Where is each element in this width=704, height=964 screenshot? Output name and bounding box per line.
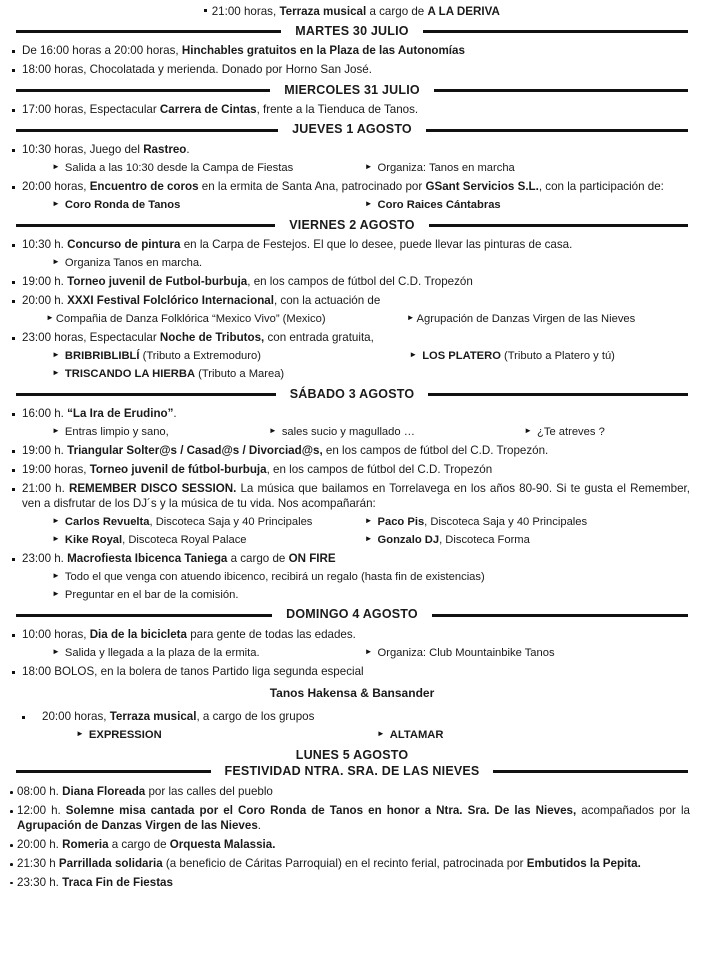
domingo-4-agosto-item-0-seg-1: Dia de la bicicleta (89, 628, 187, 642)
opening-event (0, 4, 704, 19)
sub-item-label (65, 198, 180, 213)
lunes-5-agosto-item-1-seg-1: Solemne misa cantada por el Coro Ronda de Tanos en honor a Ntra. Sra. De las Nieves, (65, 804, 577, 818)
sub-item-row (0, 728, 704, 743)
day-heading-title: JUEVES 1 AGOSTO (292, 122, 412, 137)
jueves-1-agosto-item-3-c1-seg-0: Coro Raices Cántabras (377, 198, 501, 211)
viernes-2-agosto-item-4-c1-seg-0: Agrupación de Danzas Virgen de las Nieves (416, 313, 636, 326)
event-line (0, 330, 704, 345)
event-line (0, 237, 704, 252)
arrow-bullet-icon: ► (364, 161, 373, 171)
day-heading-text (295, 24, 408, 40)
viernes-2-agosto-item-6-c1-seg-0: LOS PLATERO (422, 350, 501, 363)
viernes-2-agosto-item-3-seg-2: , con la actuación de (273, 294, 381, 308)
day-heading-text (286, 607, 418, 623)
lunes-5-agosto-item-1-seg-0: 12:00 h. (17, 804, 66, 818)
sub-item (76, 728, 377, 743)
sub-item (52, 588, 690, 603)
sub-item-row (0, 161, 704, 176)
sub-item-row (0, 349, 704, 364)
day-heading-sabado-3-agosto (0, 387, 704, 403)
event-line (0, 664, 704, 679)
sabado-3-agosto-item-5-c1-seg-0: Paco Pis (377, 516, 425, 529)
day-heading-viernes-2-agosto (0, 218, 704, 234)
sabado-3-agosto-item-7-seg-1: Macrofiesta Ibicenca Taniega (67, 552, 228, 566)
jueves-1-agosto-item-2-seg-2: en la ermita de Santa Ana, patrocinado por (198, 180, 426, 194)
event-line (0, 43, 704, 58)
day-heading-title: VIERNES 2 AGOSTO (289, 217, 415, 232)
sabado-3-agosto-item-3-seg-2: , en los campos de fútbol del C.D. Tropezón (266, 463, 493, 477)
lunes-5-agosto-item-0-seg-1: Diana Floreada (62, 785, 146, 799)
day-heading-title: SÁBADO 3 AGOSTO (289, 386, 415, 401)
sub-item-row (0, 425, 704, 440)
bullet-marker (12, 300, 15, 303)
event-line (0, 709, 704, 724)
sub-item-label (65, 349, 261, 364)
viernes-2-agosto-item-4-c0-seg-0: Compañia de Danza Folklórica “Mexico Vivo” (Mexico) (55, 313, 326, 326)
arrow-bullet-icon: ► (406, 313, 415, 323)
lunes-5-agosto-item-2-seg-2: a cargo de (108, 838, 170, 852)
miercoles-31-julio-item-0-seg-0: 17:00 horas, Espectacular (22, 103, 160, 117)
sabado-3-agosto-item-5-c0-seg-0: Carlos Revuelta (64, 516, 150, 529)
sub-item-label (65, 515, 312, 530)
bullet-marker (10, 882, 13, 885)
sub-item-label (378, 646, 555, 661)
sub-item-label (282, 425, 415, 440)
day-heading-text (290, 387, 415, 403)
lunes-5-agosto-item-1-seg-4: . (257, 819, 261, 833)
sub-item (269, 425, 524, 440)
arrow-bullet-icon: ► (52, 350, 60, 360)
sub-item-row (0, 646, 704, 661)
sub-item-row (0, 256, 704, 271)
sub-item-label (65, 646, 260, 661)
day-heading-subtitle: FESTIVIDAD NTRA. SRA. DE LAS NIEVES (224, 763, 480, 778)
arrow-bullet-icon: ► (52, 588, 60, 598)
bullet-marker (22, 716, 25, 719)
sabado-3-agosto-item-8-c0-seg-0: Todo el que venga con atuendo ibicenco, recibirá un regalo (hasta fin de existencias) (64, 570, 485, 583)
sub-item-label (65, 570, 485, 585)
domingo-4-agosto-item-4-seg-0: 20:00 horas, (42, 710, 110, 724)
viernes-2-agosto-item-0-seg-0: 10:30 h. (22, 238, 68, 252)
bullet-marker (12, 450, 15, 453)
arrow-bullet-icon: ► (364, 516, 373, 526)
sabado-3-agosto-item-3-seg-1: Torneo juvenil de fútbol-burbuja (89, 463, 267, 477)
jueves-1-agosto-item-2-seg-0: 20:00 horas, (22, 180, 90, 194)
sub-item-label (537, 425, 605, 440)
bullet-marker (12, 69, 15, 72)
day-heading-text (292, 122, 412, 138)
sub-item-row (0, 533, 704, 548)
event-line (0, 102, 704, 117)
sub-item (407, 312, 690, 327)
sabado-3-agosto-item-5-c0-seg-1: , Discoteca Saja y 40 Principales (149, 516, 313, 529)
sub-item (365, 515, 690, 530)
sub-item (52, 161, 365, 176)
event-line (0, 481, 704, 512)
domingo-4-agosto-item-4-seg-2: , a cargo de los grupos (196, 710, 315, 724)
sub-item (52, 349, 409, 364)
viernes-2-agosto-item-2-seg-2: , en los campos de fútbol del C.D. Tropezón (247, 275, 473, 289)
bullet-marker (10, 810, 13, 813)
domingo-4-agosto-item-4-seg-1: Terraza musical (109, 710, 197, 724)
domingo-4-agosto-item-1-c1-seg-0: Organiza: Club Mountainbike Tanos (377, 646, 555, 659)
event-line (0, 462, 704, 477)
sub-item (52, 570, 690, 585)
sub-item (52, 256, 690, 271)
heading-rule-left (16, 89, 270, 92)
viernes-2-agosto-item-2-seg-1: Torneo juvenil de Futbol-burbuja (67, 275, 248, 289)
sub-item (377, 728, 690, 743)
arrow-bullet-icon: ► (76, 729, 84, 739)
viernes-2-agosto-item-0-seg-1: Concurso de pintura (67, 238, 181, 252)
day-heading-title: MIERCOLES 31 JULIO (284, 82, 420, 97)
sub-item (52, 425, 269, 440)
viernes-2-agosto-item-6-c0-seg-0: BRIBRIBLIBLÍ (64, 350, 140, 363)
heading-rule-right (493, 770, 688, 773)
bullet-marker (10, 863, 13, 866)
viernes-2-agosto-item-6-c1-seg-1: (Tributo a Platero y tú) (500, 350, 615, 363)
sub-item (52, 646, 365, 661)
bullet-marker (204, 9, 207, 12)
sabado-3-agosto-item-4-seg-2: La música que bailamos en Torrelavega en los años 80-90. Si te gusta el Remember, ven a disfrutar de los DJ´s y la música de tu vida. Nos acompañarán: (22, 481, 690, 511)
bullet-marker (12, 634, 15, 637)
lunes-5-agosto-item-4-seg-0: 23:30 h. (17, 875, 63, 889)
sub-item-label (65, 367, 284, 382)
bullet-marker (10, 791, 13, 794)
arrow-bullet-icon: ► (364, 533, 373, 543)
heading-rule-left (16, 224, 275, 227)
miercoles-31-julio-item-0-seg-1: Carrera de Cintas (159, 103, 257, 117)
sabado-3-agosto-item-5-c1-seg-1: , Discoteca Saja y 40 Principales (424, 516, 588, 529)
sub-item (409, 349, 690, 364)
sub-item (524, 425, 690, 440)
sub-item (365, 198, 690, 213)
event-line (0, 856, 704, 871)
sub-item-label (65, 161, 293, 176)
opening-event-act: A LA DERIVA (427, 4, 500, 18)
sub-item (52, 515, 365, 530)
sub-item-row (0, 312, 704, 327)
day-heading-title: DOMINGO 4 AGOSTO (286, 607, 418, 622)
domingo-4-agosto-item-5-c1-seg-0: ALTAMAR (389, 729, 444, 742)
sub-item-label (65, 425, 169, 440)
lunes-5-agosto-item-1-seg-2: acompañados por la (576, 804, 691, 818)
day-heading-title: LUNES 5 AGOSTO (295, 748, 409, 763)
heading-rule-left (16, 770, 211, 773)
arrow-bullet-icon: ► (52, 570, 60, 580)
jueves-1-agosto-item-0-seg-1: Rastreo (143, 143, 187, 157)
jueves-1-agosto-item-2-seg-3: GSant Servicios S.L. (425, 180, 539, 194)
sub-item (46, 312, 407, 327)
arrow-bullet-icon: ► (52, 646, 60, 656)
arrow-bullet-icon: ► (376, 729, 385, 739)
days-container (0, 24, 704, 890)
event-line (0, 443, 704, 458)
sabado-3-agosto-item-3-seg-0: 19:00 horas, (22, 463, 90, 477)
martes-30-julio-item-0-seg-0: De 16:00 horas a 20:00 horas, (22, 44, 182, 58)
viernes-2-agosto-item-5-seg-1: Noche de Tributos, (159, 331, 265, 345)
event-line (0, 62, 704, 77)
sub-item (365, 161, 690, 176)
event-line (0, 627, 704, 642)
jueves-1-agosto-item-0-seg-2: . (186, 143, 190, 157)
bullet-marker (12, 186, 15, 189)
sub-item (365, 646, 690, 661)
arrow-bullet-icon: ► (364, 646, 373, 656)
arrow-bullet-icon: ► (524, 426, 533, 436)
bullet-marker (10, 844, 13, 847)
day-heading-title: MARTES 30 JULIO (295, 23, 409, 38)
sabado-3-agosto-item-7-seg-2: a cargo de (227, 552, 289, 566)
event-line (0, 551, 704, 566)
arrow-bullet-icon: ► (364, 198, 373, 208)
lunes-5-agosto-item-3-seg-0: 21:30 h (17, 856, 59, 870)
sabado-3-agosto-item-0-seg-2: . (173, 407, 177, 421)
centered-highlight-line: Tanos Hakensa & Bansander (269, 686, 435, 701)
opening-event-mid: a cargo de (369, 4, 425, 18)
event-line (0, 274, 704, 289)
sub-item (52, 533, 365, 548)
heading-rule-right (423, 30, 688, 33)
arrow-bullet-icon: ► (409, 350, 418, 360)
martes-30-julio-item-1-seg-0: 18:00 horas, Chocolatada y merienda. Donado por Horno San José. (22, 63, 372, 77)
day-heading-text (289, 218, 414, 234)
sub-item-label (65, 533, 247, 548)
bullet-marker (12, 109, 15, 112)
day-heading-lunes-5-agosto (0, 748, 704, 780)
sabado-3-agosto-item-9-c0-seg-0: Preguntar en el bar de la comisión. (64, 588, 239, 601)
sabado-3-agosto-item-7-seg-0: 23:00 h. (22, 552, 68, 566)
heading-rule-left (16, 614, 272, 617)
sabado-3-agosto-item-4-seg-0: 21:00 h. (22, 481, 69, 495)
viernes-2-agosto-item-7-c0-seg-1: (Tributo a Marea) (195, 367, 285, 380)
heading-rule-right (426, 129, 688, 132)
sub-item-row (0, 588, 704, 603)
sabado-3-agosto-item-1-c0-seg-0: Entras limpio y sano, (64, 426, 169, 439)
jueves-1-agosto-item-2-seg-1: Encuentro de coros (89, 180, 199, 194)
bullet-marker (12, 469, 15, 472)
sabado-3-agosto-item-4-seg-1: REMEMBER DISCO SESSION. (68, 481, 237, 495)
viernes-2-agosto-item-3-seg-1: XXXI Festival Folclórico Internacional (67, 294, 274, 308)
day-heading-domingo-4-agosto (0, 607, 704, 623)
day-heading-martes-30-julio (0, 24, 704, 40)
sub-item-label (89, 728, 162, 743)
sub-item-row (0, 570, 704, 585)
sub-item-row (0, 515, 704, 530)
sub-item-label (378, 198, 501, 213)
sub-item (365, 533, 690, 548)
heading-rule-left (16, 129, 278, 132)
sub-item-label (378, 515, 588, 530)
heading-rule-right (434, 89, 688, 92)
sub-item-label (422, 349, 615, 364)
event-line (0, 837, 704, 852)
sub-item (52, 367, 690, 382)
heading-rule-right (429, 224, 688, 227)
jueves-1-agosto-item-2-seg-4: , con la participación de: (538, 180, 664, 194)
lunes-5-agosto-item-3-seg-2: (a beneficio de Cáritas Parroquial) en el recinto ferial, patrocinada por (162, 856, 527, 870)
opening-event-title: Terraza musical (279, 4, 367, 18)
viernes-2-agosto-item-1-c0-seg-0: Organiza Tanos en marcha. (64, 257, 203, 270)
viernes-2-agosto-item-7-c0-seg-0: TRISCANDO LA HIERBA (64, 367, 196, 380)
arrow-bullet-icon: ► (52, 161, 60, 171)
event-line (0, 875, 704, 890)
event-line (0, 142, 704, 157)
viernes-2-agosto-item-0-seg-2: en la Carpa de Festejos. El que lo desee, puede llevar las pinturas de casa. (180, 238, 573, 252)
bullet-marker (12, 149, 15, 152)
heading-rule-left (16, 393, 276, 396)
bullet-marker (12, 671, 15, 674)
viernes-2-agosto-item-3-seg-0: 20:00 h. (22, 294, 68, 308)
jueves-1-agosto-item-3-c0-seg-0: Coro Ronda de Tanos (64, 198, 181, 211)
jueves-1-agosto-item-1-c1-seg-0: Organiza: Tanos en marcha (377, 161, 515, 174)
heading-rule-right (432, 614, 688, 617)
program-page (0, 4, 704, 964)
sabado-3-agosto-item-1-c1-seg-0: sales sucio y magullado … (281, 426, 415, 439)
arrow-bullet-icon: ► (268, 426, 277, 436)
sabado-3-agosto-item-2-seg-2: en los campos de fútbol del C.D. Tropezón. (322, 444, 549, 458)
sub-item-row (0, 198, 704, 213)
heading-rule-left (16, 30, 281, 33)
sub-item-label (378, 161, 515, 176)
day-heading-jueves-1-agosto (0, 122, 704, 138)
jueves-1-agosto-item-0-seg-0: 10:30 horas, Juego del (22, 143, 144, 157)
sabado-3-agosto-item-6-c1-seg-1: , Discoteca Forma (439, 533, 530, 546)
day-heading-miercoles-31-julio (0, 83, 704, 99)
arrow-bullet-icon: ► (46, 313, 54, 323)
viernes-2-agosto-item-5-seg-0: 23:00 horas, Espectacular (22, 331, 160, 345)
sabado-3-agosto-item-2-seg-1: Triangular Solter@s / Casad@s / Divorciad@s, (67, 444, 323, 458)
event-line (0, 803, 704, 834)
event-line (0, 179, 704, 194)
sabado-3-agosto-item-0-seg-0: 16:00 h. (22, 407, 68, 421)
bullet-marker (12, 488, 15, 491)
domingo-4-agosto-item-2-seg-0: 18:00 BOLOS, en la bolera de tanos Partido liga segunda especial (22, 665, 364, 679)
sabado-3-agosto-item-6-c0-seg-1: , Discoteca Royal Palace (122, 533, 247, 546)
arrow-bullet-icon: ► (52, 533, 60, 543)
bullet-marker (12, 413, 15, 416)
sub-item-label (417, 312, 636, 327)
arrow-bullet-icon: ► (52, 426, 60, 436)
bullet-marker (12, 50, 15, 53)
arrow-bullet-icon: ► (52, 516, 60, 526)
domingo-4-agosto-item-1-c0-seg-0: Salida y llegada a la plaza de la ermita. (64, 646, 260, 659)
sabado-3-agosto-item-0-seg-1: “La Ira de Erudino” (67, 407, 174, 421)
viernes-2-agosto-item-6-c0-seg-1: (Tributo a Extremoduro) (139, 350, 261, 363)
sabado-3-agosto-item-2-seg-0: 19:00 h. (22, 444, 68, 458)
jueves-1-agosto-item-1-c0-seg-0: Salida a las 10:30 desde la Campa de Fiestas (64, 161, 294, 174)
bullet-marker (12, 558, 15, 561)
sabado-3-agosto-item-7-seg-3: ON FIRE (288, 552, 336, 566)
lunes-5-agosto-item-2-seg-1: Romeria (62, 838, 109, 852)
bullet-marker (12, 337, 15, 340)
domingo-4-agosto-item-0-seg-0: 10:00 horas, (22, 628, 90, 642)
lunes-5-agosto-item-2-seg-0: 20:00 h. (17, 838, 63, 852)
event-line (0, 406, 704, 421)
arrow-bullet-icon: ► (52, 257, 60, 267)
bullet-marker (12, 244, 15, 247)
lunes-5-agosto-item-1-seg-3: Agrupación de Danzas Virgen de las Nieves (17, 819, 258, 833)
sub-item (52, 198, 365, 213)
heading-rule-right (428, 393, 688, 396)
opening-event-time: 21:00 horas, (211, 4, 277, 18)
day-heading-text (284, 83, 420, 99)
martes-30-julio-item-0-seg-1: Hinchables gratuitos en la Plaza de las Autonomías (181, 44, 465, 58)
sub-item-label (65, 588, 239, 603)
lunes-5-agosto-item-0-seg-2: por las calles del pueblo (145, 785, 273, 799)
sub-item-row (0, 367, 704, 382)
lunes-5-agosto-item-3-seg-1: Parrillada solidaria (58, 856, 163, 870)
lunes-5-agosto-item-3-seg-3: Embutidos la Pepita. (526, 856, 641, 870)
sub-item-label (390, 728, 444, 743)
domingo-4-agosto-item-0-seg-2: para gente de todas las edades. (187, 628, 356, 642)
viernes-2-agosto-item-5-seg-2: con entrada gratuita, (264, 331, 374, 345)
miercoles-31-julio-item-0-seg-2: , frente a la Tienduca de Tanos. (256, 103, 419, 117)
event-line (0, 784, 704, 799)
viernes-2-agosto-item-2-seg-0: 19:00 h. (22, 275, 68, 289)
sub-item-label (65, 256, 202, 271)
domingo-4-agosto-item-5-c0-seg-0: EXPRESSION (88, 729, 162, 742)
lunes-5-agosto-item-2-seg-3: Orquesta Malassia. (169, 838, 276, 852)
sub-item-label (56, 312, 326, 327)
sabado-3-agosto-item-6-c0-seg-0: Kike Royal (64, 533, 123, 546)
arrow-bullet-icon: ► (52, 198, 60, 208)
lunes-5-agosto-item-4-seg-1: Traca Fin de Fiestas (62, 875, 173, 889)
sabado-3-agosto-item-1-c2-seg-0: ¿Te atreves ? (537, 426, 605, 439)
lunes-5-agosto-item-0-seg-0: 08:00 h. (17, 785, 63, 799)
day-heading-text (225, 748, 480, 779)
sub-item-label (378, 533, 530, 548)
event-line (0, 293, 704, 308)
bullet-marker (12, 281, 15, 284)
sabado-3-agosto-item-6-c1-seg-0: Gonzalo DJ (377, 533, 440, 546)
arrow-bullet-icon: ► (52, 367, 60, 377)
